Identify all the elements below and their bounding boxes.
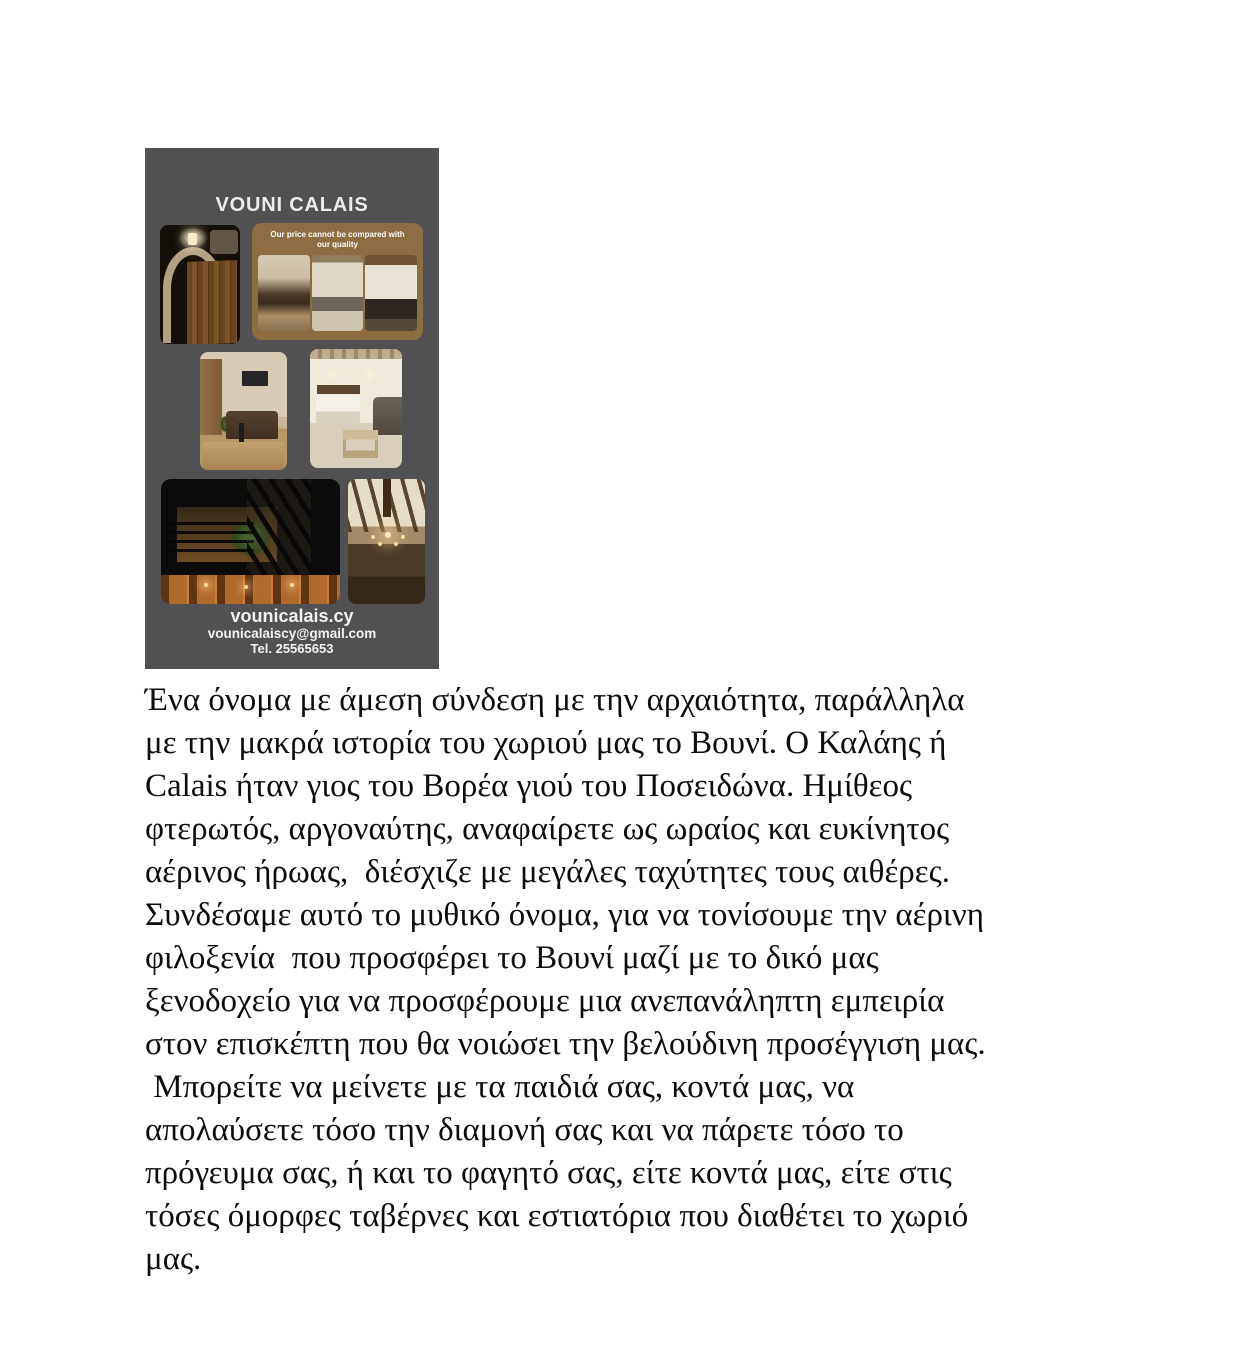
promo-photo-strip <box>258 255 417 331</box>
hotel-flyer <box>145 148 439 669</box>
wooden-door <box>187 260 237 344</box>
article-line: με την μακρά ιστορία του χωριού μας το Βουνί. Ο Καλάης ή <box>145 725 947 761</box>
timber-ceiling <box>161 575 340 604</box>
promo-line-1: Our price cannot be compared with <box>270 230 405 239</box>
ceiling-beams <box>310 349 402 359</box>
contact-block <box>145 606 439 657</box>
article-line: Μπορείτε να μείνετε με τα παιδιά σας, κοντά μας, να <box>145 1069 855 1105</box>
balcony-railing <box>168 522 254 557</box>
email: vounicalaiscy@gmail.com <box>207 626 377 641</box>
article-line: Ένα όνομα με άμεση σύνδεση με την αρχαιότητα, παράλληλα <box>145 682 965 718</box>
article-line: φτερωτός, αργοναύτης, αναφαίρετε ως ωραίος και ευκίνητος <box>145 811 950 847</box>
center-beam <box>383 479 391 517</box>
lantern <box>188 233 197 245</box>
photo-chandelier-hall <box>348 479 425 604</box>
photo-living-area <box>312 255 364 331</box>
wall-light <box>327 368 339 382</box>
carved-stone <box>210 230 238 254</box>
bed <box>316 394 360 423</box>
article-line: ξενοδοχείο για να προσφέρουμε μια ανεπανάληπτη εμπειρία <box>145 983 945 1019</box>
promo-panel <box>252 223 423 340</box>
photo-living-room-tv <box>200 352 287 470</box>
article-line: Calais ήταν γιος του Βορέα γιού του Ποσειδώνα. Ημίθεος <box>145 768 913 804</box>
photo-night-courtyard-stairs <box>161 479 340 604</box>
bed-headboard <box>317 385 359 395</box>
photo-bedroom-suite <box>310 349 402 468</box>
phone: Tel. 25565653 <box>250 641 334 656</box>
article-line: Συνδέσαμε αυτό το μυθικό όνομα, για να τονίσουμε την αέρινη <box>145 897 984 933</box>
wall-light <box>363 368 375 382</box>
couch <box>226 411 278 439</box>
chandelier <box>385 532 391 538</box>
article-line: πρόγευμα σας, ή και το φαγητό σας, είτε κοντά μας, είτε στις <box>145 1155 952 1191</box>
article-line: στον επισκέπτη που θα νοιώσει την βελούδινη προσέγγιση μας. <box>145 1026 986 1062</box>
wooden-table <box>203 442 283 470</box>
ceiling-lights <box>204 583 208 587</box>
coffee-table <box>343 430 378 459</box>
article-line: φιλοξενία που προσφέρει το Βουνί μαζί με το δικό μας <box>145 940 879 976</box>
promo-text <box>252 230 423 250</box>
article-text <box>145 679 1155 1281</box>
photo-lounge-interior <box>258 255 310 331</box>
photo-bedroom-interior <box>365 255 417 331</box>
website: vounicalais.cy <box>230 606 354 626</box>
article-line: απολαύσετε τόσο την διαμονή σας και να πάρετε τόσο το <box>145 1112 904 1148</box>
article-line: μας. <box>145 1241 202 1277</box>
article-line: τόσες όμορφες ταβέρνες και εστιατόρια που διαθέτει το χωριό <box>145 1198 969 1234</box>
flyer-title: VOUNI CALAIS <box>215 194 369 216</box>
article-line: αέρινος ήρωας, διέσχιζε με μεγάλες ταχύτητες τους αιθέρες. <box>145 854 950 890</box>
tv-screen <box>242 371 268 386</box>
promo-line-2: our quality <box>317 240 358 249</box>
photo-stone-arch-entrance <box>160 225 240 344</box>
